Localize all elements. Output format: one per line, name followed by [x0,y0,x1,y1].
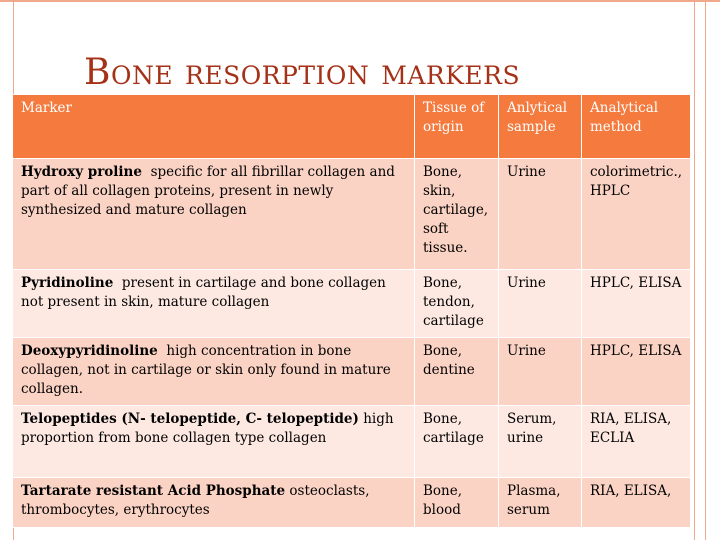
markers-table [12,94,691,528]
method-cell: RIA, ELISA, ECLIA [582,406,691,478]
marker-description: high concentration in bone collagen, not in cartilage or skin only found in mature collagen. [21,343,391,397]
table-row [13,159,691,270]
marker-cell [13,478,415,528]
table-row [13,338,691,406]
marker-cell [13,338,415,406]
tissue-cell: Bone, dentine [415,338,499,406]
sample-cell: Urine [499,159,582,270]
table-row [13,478,691,528]
marker-cell [13,270,415,338]
table-row [13,270,691,338]
marker-name: Telopeptides (N- telopeptide, C- telopeptide) [21,411,359,427]
header-analytical-method: Analytical method [582,95,691,159]
top-border-line [0,0,720,2]
marker-description: osteoclasts, thrombocytes, erythrocytes [21,483,370,518]
method-cell: colorimetric., HPLC [582,159,691,270]
tissue-cell: Bone, skin, cartilage, soft tissue. [415,159,499,270]
slide-title: Bone resorption markers [84,52,521,93]
marker-cell [13,406,415,478]
header-analytical-sample: Anlytical sample [499,95,582,159]
table-row [13,406,691,478]
right-frame-border [694,0,720,540]
table-header-row [13,95,691,159]
tissue-cell: Bone, blood [415,478,499,528]
tissue-cell: Bone, tendon, cartilage [415,270,499,338]
marker-description: high proportion from bone collagen type collagen [21,411,394,446]
marker-name: Pyridinoline [21,275,114,291]
marker-description: specific for all fibrillar collagen and part of all collagen proteins, present in newly synthesized and mature collagen [21,164,395,218]
marker-name: Hydroxy proline [21,164,142,180]
tissue-cell: Bone, cartilage [415,406,499,478]
header-marker: Marker [13,95,415,159]
marker-name: Deoxypyridinoline [21,343,158,359]
sample-cell: Serum, urine [499,406,582,478]
marker-cell [13,159,415,270]
sample-cell: Urine [499,338,582,406]
sample-cell: Plasma, serum [499,478,582,528]
marker-description: present in cartilage and bone collagen not present in skin, mature collagen [21,275,386,310]
method-cell: HPLC, ELISA [582,270,691,338]
header-tissue-of-origin: Tissue of origin [415,95,499,159]
marker-name: Tartarate resistant Acid Phosphate [21,483,286,499]
sample-cell: Urine [499,270,582,338]
right-frame-inner-line [705,0,706,540]
method-cell: HPLC, ELISA [582,338,691,406]
method-cell: RIA, ELISA, [582,478,691,528]
